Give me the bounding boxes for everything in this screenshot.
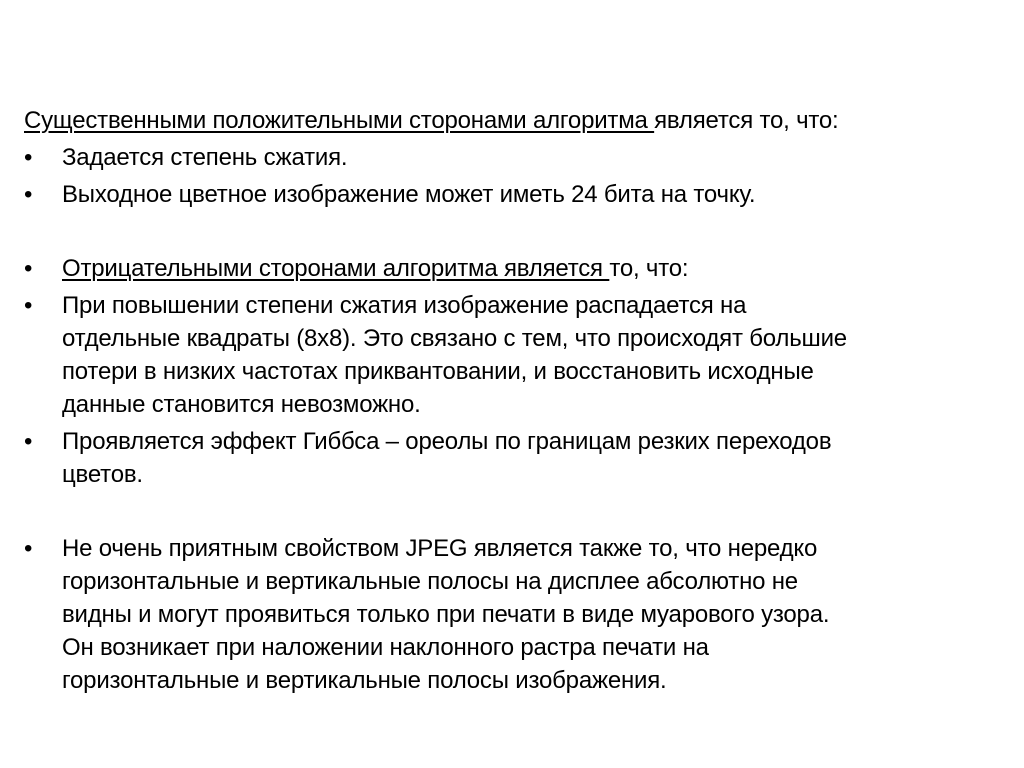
spacer	[24, 495, 1020, 532]
list-item-text	[62, 532, 1020, 697]
list-item-text	[62, 425, 1020, 491]
list-item-positive-1	[24, 141, 1020, 174]
text-line: видны и могут проявиться только при печати в виде муарового узора.	[62, 601, 830, 628]
text-line: Не очень приятным свойством JPEG является также то, что нередко	[62, 535, 818, 562]
bullet-icon: •	[24, 144, 33, 171]
list-item-text: Выходное цветное изображение может иметь 24 бита на точку.	[62, 181, 756, 208]
text-line: При повышении степени сжатия изображение распадается на	[62, 292, 747, 319]
bullet-icon: •	[24, 535, 33, 562]
bullet-icon: •	[24, 292, 33, 319]
text-line: отдельные квадраты (8x8). Это связано с тем, что происходят большие	[62, 325, 847, 352]
list-item-text: Задается степень сжатия.	[62, 144, 348, 171]
positives-intro-underlined: Существенными положительными сторонами алгоритма	[24, 107, 655, 134]
list-item-text	[62, 289, 1020, 421]
list-item-negative-2	[24, 425, 1020, 491]
text-line: Проявляется эффект Гиббса – ореолы по границам резких переходов	[62, 428, 832, 455]
list-item-positive-2	[24, 178, 1020, 211]
slide-body	[24, 104, 1020, 701]
positives-intro	[24, 104, 1020, 137]
bullet-icon: •	[24, 181, 33, 208]
text-line: потери в низких частотах приквантовании, и восстановить исходные	[62, 358, 814, 385]
text-line: горизонтальные и вертикальные полосы изображения.	[62, 667, 667, 694]
spacer	[24, 215, 1020, 252]
bullet-icon: •	[24, 428, 33, 455]
text-line: цветов.	[62, 461, 143, 488]
list-item-jpeg-note	[24, 532, 1020, 697]
text-line: горизонтальные и вертикальные полосы на дисплее абсолютно не	[62, 568, 798, 595]
list-item-negative-1	[24, 289, 1020, 421]
list-item-negatives-heading	[24, 252, 1020, 285]
bullet-icon: •	[24, 255, 33, 282]
negatives-heading	[62, 252, 1020, 285]
text-line: Он возникает при наложении наклонного растра печати на	[62, 634, 709, 661]
negatives-heading-underlined: Отрицательными сторонами алгоритма является	[62, 255, 610, 282]
positives-intro-rest: является то, что:	[654, 107, 839, 134]
text-line: данные становится невозможно.	[62, 391, 421, 418]
negatives-heading-rest: то, что:	[609, 255, 689, 282]
